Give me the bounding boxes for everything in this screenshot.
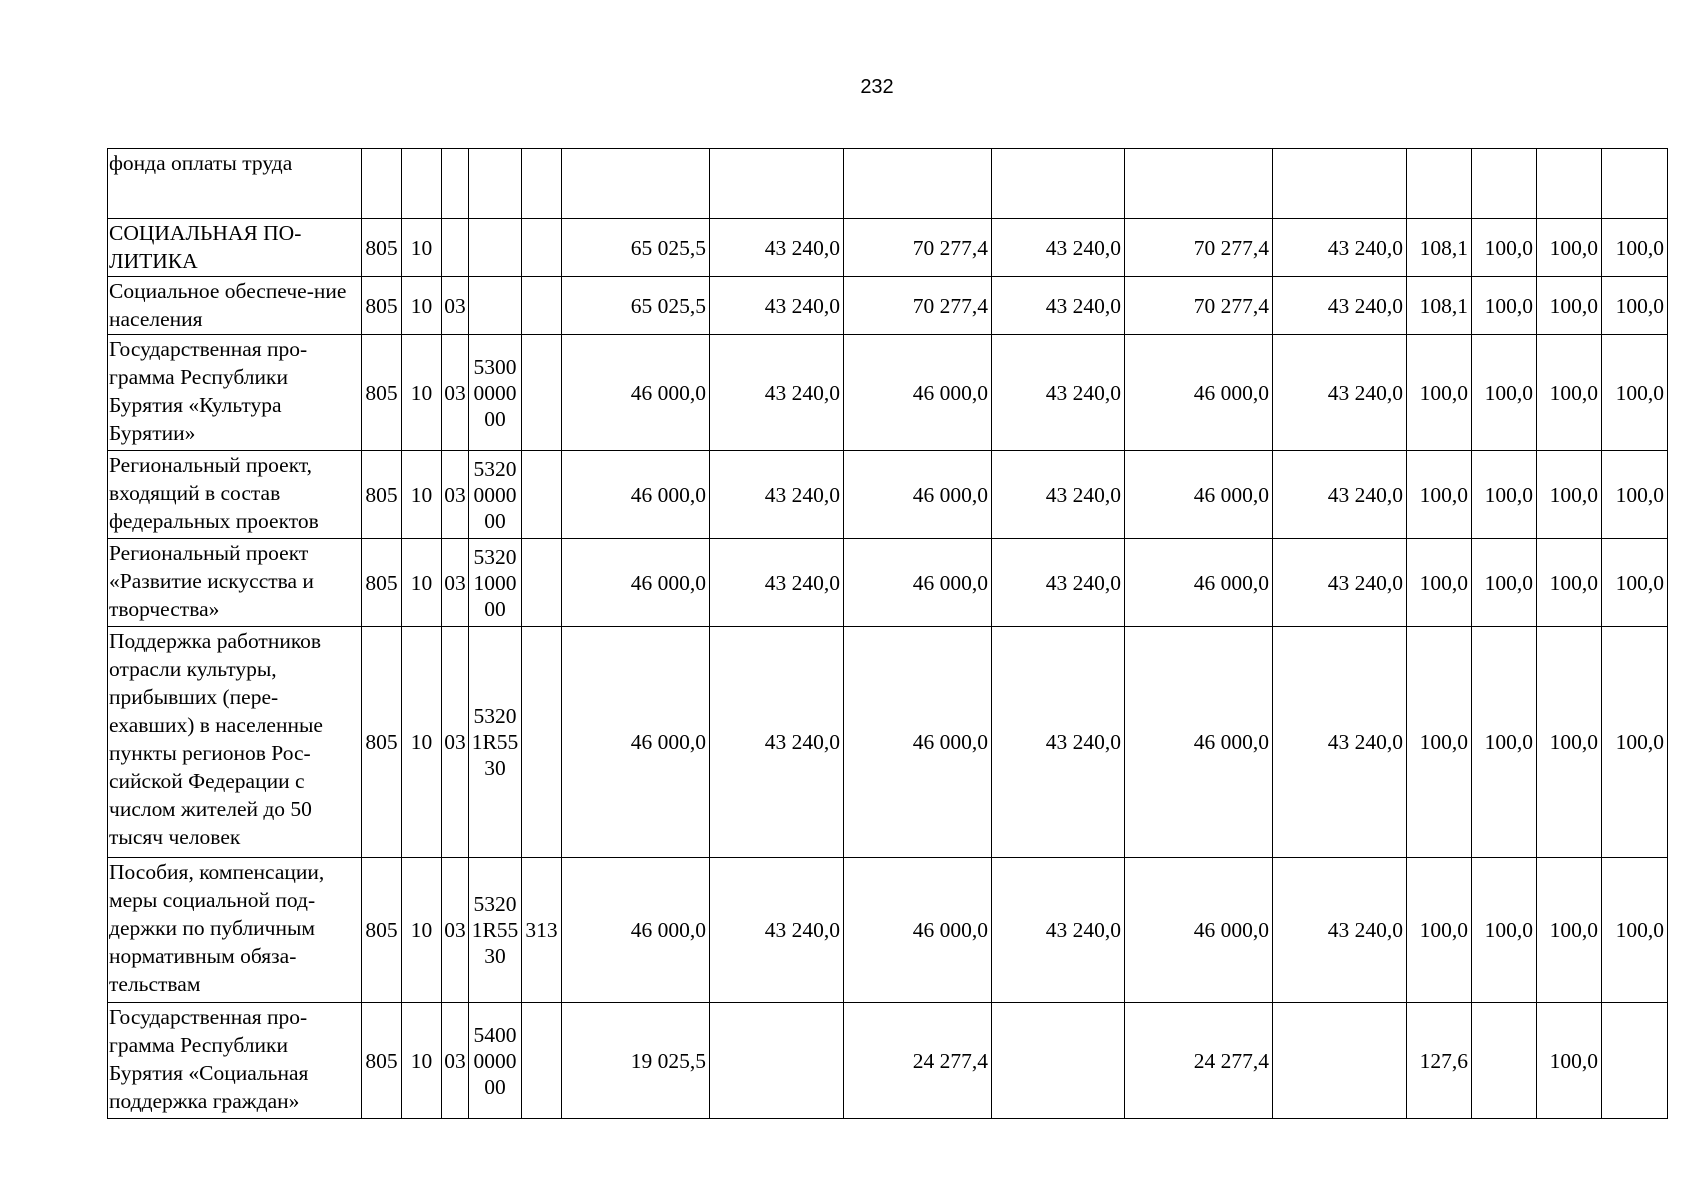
amount-cell: 43 240,0 — [992, 858, 1125, 1003]
amount-cell: 46 000,0 — [562, 858, 710, 1003]
amount-cell — [710, 1003, 844, 1119]
amount-cell: 46 000,0 — [844, 627, 992, 858]
amount-cell: 43 240,0 — [1273, 277, 1407, 335]
code-csr — [469, 858, 522, 1003]
amount-cell: 46 000,0 — [844, 451, 992, 539]
code-csr-part: 00 — [484, 508, 506, 533]
code-pr: 03 — [442, 277, 469, 335]
code-csr-part: 5400 — [473, 1022, 517, 1047]
code-gr — [362, 149, 402, 219]
row-name: Социальное обеспече-ние населения — [108, 277, 362, 335]
code-rz: 10 — [402, 277, 442, 335]
percent-cell — [1472, 149, 1537, 219]
code-csr — [469, 219, 522, 277]
amount-cell: 46 000,0 — [844, 335, 992, 451]
code-vr — [522, 451, 562, 539]
code-rz: 10 — [402, 858, 442, 1003]
percent-cell: 100,0 — [1602, 335, 1668, 451]
code-csr-part: 5300 — [473, 354, 517, 379]
percent-cell: 108,1 — [1407, 219, 1472, 277]
percent-cell: 100,0 — [1472, 451, 1537, 539]
amount-cell: 43 240,0 — [1273, 335, 1407, 451]
code-rz — [402, 149, 442, 219]
code-rz: 10 — [402, 335, 442, 451]
percent-cell: 100,0 — [1472, 858, 1537, 1003]
percent-cell: 100,0 — [1537, 219, 1602, 277]
code-gr: 805 — [362, 219, 402, 277]
code-csr — [469, 1003, 522, 1119]
amount-cell: 65 025,5 — [562, 219, 710, 277]
amount-cell: 43 240,0 — [710, 277, 844, 335]
percent-cell: 100,0 — [1472, 335, 1537, 451]
code-csr — [469, 627, 522, 858]
amount-cell — [710, 149, 844, 219]
table-row — [108, 451, 1668, 539]
code-gr: 805 — [362, 1003, 402, 1119]
percent-cell: 100,0 — [1472, 627, 1537, 858]
amount-cell: 46 000,0 — [844, 539, 992, 627]
code-csr-part: 0000 — [473, 482, 517, 507]
code-pr: 03 — [442, 335, 469, 451]
percent-cell: 100,0 — [1602, 277, 1668, 335]
percent-cell: 100,0 — [1537, 1003, 1602, 1119]
code-rz: 10 — [402, 1003, 442, 1119]
amount-cell: 46 000,0 — [1125, 858, 1273, 1003]
code-rz: 10 — [402, 451, 442, 539]
amount-cell: 43 240,0 — [992, 335, 1125, 451]
row-name: СОЦИАЛЬНАЯ ПО-ЛИТИКА — [108, 219, 362, 277]
row-name: Пособия, компенсации, меры социальной под-держки по публичным нормативным обяза-тельствам — [108, 858, 362, 1003]
table-row — [108, 335, 1668, 451]
code-csr — [469, 277, 522, 335]
code-pr — [442, 149, 469, 219]
amount-cell: 46 000,0 — [1125, 335, 1273, 451]
amount-cell: 65 025,5 — [562, 277, 710, 335]
amount-cell: 43 240,0 — [710, 858, 844, 1003]
code-csr-part: 5320 — [473, 456, 517, 481]
amount-cell: 43 240,0 — [992, 451, 1125, 539]
amount-cell: 24 277,4 — [1125, 1003, 1273, 1119]
amount-cell: 46 000,0 — [562, 335, 710, 451]
amount-cell: 43 240,0 — [992, 627, 1125, 858]
budget-table — [107, 148, 1668, 1119]
amount-cell: 46 000,0 — [1125, 539, 1273, 627]
percent-cell — [1602, 1003, 1668, 1119]
percent-cell: 100,0 — [1602, 858, 1668, 1003]
percent-cell — [1602, 149, 1668, 219]
code-gr: 805 — [362, 539, 402, 627]
percent-cell: 100,0 — [1602, 451, 1668, 539]
table-row — [108, 627, 1668, 858]
amount-cell — [1125, 149, 1273, 219]
code-rz: 10 — [402, 627, 442, 858]
code-pr: 03 — [442, 451, 469, 539]
code-csr — [469, 335, 522, 451]
code-pr — [442, 219, 469, 277]
percent-cell: 100,0 — [1472, 219, 1537, 277]
amount-cell: 19 025,5 — [562, 1003, 710, 1119]
amount-cell — [562, 149, 710, 219]
page-number: 232 — [860, 76, 894, 98]
code-csr-part: 00 — [484, 596, 506, 621]
amount-cell: 43 240,0 — [710, 219, 844, 277]
code-rz: 10 — [402, 219, 442, 277]
percent-cell: 127,6 — [1407, 1003, 1472, 1119]
percent-cell: 100,0 — [1602, 539, 1668, 627]
code-csr — [469, 539, 522, 627]
percent-cell: 100,0 — [1537, 627, 1602, 858]
code-vr — [522, 539, 562, 627]
amount-cell: 46 000,0 — [1125, 451, 1273, 539]
percent-cell: 100,0 — [1537, 539, 1602, 627]
code-csr — [469, 451, 522, 539]
code-pr: 03 — [442, 627, 469, 858]
percent-cell — [1537, 149, 1602, 219]
amount-cell: 43 240,0 — [710, 627, 844, 858]
row-name: фонда оплаты труда — [108, 149, 362, 219]
amount-cell: 43 240,0 — [992, 277, 1125, 335]
row-name: Региональный проект, входящий в состав федеральных проектов — [108, 451, 362, 539]
code-csr — [469, 149, 522, 219]
code-gr: 805 — [362, 627, 402, 858]
amount-cell — [1273, 149, 1407, 219]
percent-cell: 100,0 — [1407, 451, 1472, 539]
code-pr: 03 — [442, 858, 469, 1003]
code-gr: 805 — [362, 858, 402, 1003]
amount-cell — [1273, 1003, 1407, 1119]
code-vr — [522, 335, 562, 451]
code-csr-part: 0000 — [473, 1048, 517, 1073]
amount-cell: 46 000,0 — [844, 858, 992, 1003]
amount-cell: 70 277,4 — [1125, 277, 1273, 335]
percent-cell: 100,0 — [1602, 219, 1668, 277]
amount-cell: 46 000,0 — [562, 627, 710, 858]
amount-cell: 43 240,0 — [710, 539, 844, 627]
code-vr — [522, 219, 562, 277]
code-gr: 805 — [362, 451, 402, 539]
code-csr-part: 5320 — [473, 704, 517, 728]
code-pr: 03 — [442, 1003, 469, 1119]
amount-cell: 46 000,0 — [1125, 627, 1273, 858]
amount-cell: 70 277,4 — [1125, 219, 1273, 277]
code-csr-part: 30 — [484, 944, 506, 968]
code-csr-part: 0000 — [473, 380, 517, 405]
amount-cell — [992, 1003, 1125, 1119]
code-rz: 10 — [402, 539, 442, 627]
table-row — [108, 219, 1668, 277]
row-name: Поддержка работников отрасли культуры, прибывших (пере-ехавших) в населенные пункты регионов Рос-сийской Федерации с числом жителей до 50 тысяч человек — [108, 627, 362, 858]
amount-cell — [844, 149, 992, 219]
percent-cell — [1472, 1003, 1537, 1119]
code-vr — [522, 277, 562, 335]
amount-cell: 70 277,4 — [844, 277, 992, 335]
amount-cell: 43 240,0 — [1273, 219, 1407, 277]
code-csr-part: 5320 — [473, 544, 517, 569]
percent-cell: 100,0 — [1602, 627, 1668, 858]
percent-cell: 100,0 — [1407, 335, 1472, 451]
amount-cell — [992, 149, 1125, 219]
code-pr: 03 — [442, 539, 469, 627]
table-row — [108, 858, 1668, 1003]
code-vr — [522, 1003, 562, 1119]
code-gr: 805 — [362, 335, 402, 451]
amount-cell: 24 277,4 — [844, 1003, 992, 1119]
code-gr: 805 — [362, 277, 402, 335]
amount-cell: 43 240,0 — [710, 451, 844, 539]
code-vr — [522, 149, 562, 219]
percent-cell: 100,0 — [1472, 277, 1537, 335]
amount-cell: 43 240,0 — [1273, 451, 1407, 539]
code-csr-part: 30 — [484, 756, 506, 780]
percent-cell: 100,0 — [1407, 539, 1472, 627]
amount-cell: 43 240,0 — [710, 335, 844, 451]
percent-cell: 108,1 — [1407, 277, 1472, 335]
row-name: Региональный проект «Развитие искусства и творчества» — [108, 539, 362, 627]
percent-cell — [1407, 149, 1472, 219]
percent-cell: 100,0 — [1537, 451, 1602, 539]
amount-cell: 70 277,4 — [844, 219, 992, 277]
code-csr-part: 1000 — [473, 570, 517, 595]
percent-cell: 100,0 — [1407, 627, 1472, 858]
amount-cell: 43 240,0 — [1273, 539, 1407, 627]
amount-cell: 43 240,0 — [1273, 858, 1407, 1003]
amount-cell: 43 240,0 — [992, 219, 1125, 277]
code-vr — [522, 627, 562, 858]
table-row — [108, 277, 1668, 335]
row-name: Государственная про-грамма Республики Бурятия «Социальная поддержка граждан» — [108, 1003, 362, 1119]
amount-cell: 43 240,0 — [1273, 627, 1407, 858]
code-vr: 313 — [522, 858, 562, 1003]
code-csr-part: 1R55 — [471, 918, 519, 942]
code-csr-part: 5320 — [473, 892, 517, 916]
amount-cell: 46 000,0 — [562, 451, 710, 539]
percent-cell: 100,0 — [1472, 539, 1537, 627]
percent-cell: 100,0 — [1537, 277, 1602, 335]
percent-cell: 100,0 — [1537, 335, 1602, 451]
code-csr-part: 00 — [484, 1074, 506, 1099]
table-row — [108, 1003, 1668, 1119]
percent-cell: 100,0 — [1537, 858, 1602, 1003]
table-row — [108, 149, 1668, 219]
row-name: Государственная про-грамма Республики Бурятия «Культура Бурятии» — [108, 335, 362, 451]
code-csr-part: 00 — [484, 406, 506, 431]
amount-cell: 43 240,0 — [992, 539, 1125, 627]
amount-cell: 46 000,0 — [562, 539, 710, 627]
table-row — [108, 539, 1668, 627]
percent-cell: 100,0 — [1407, 858, 1472, 1003]
code-csr-part: 1R55 — [471, 730, 519, 754]
